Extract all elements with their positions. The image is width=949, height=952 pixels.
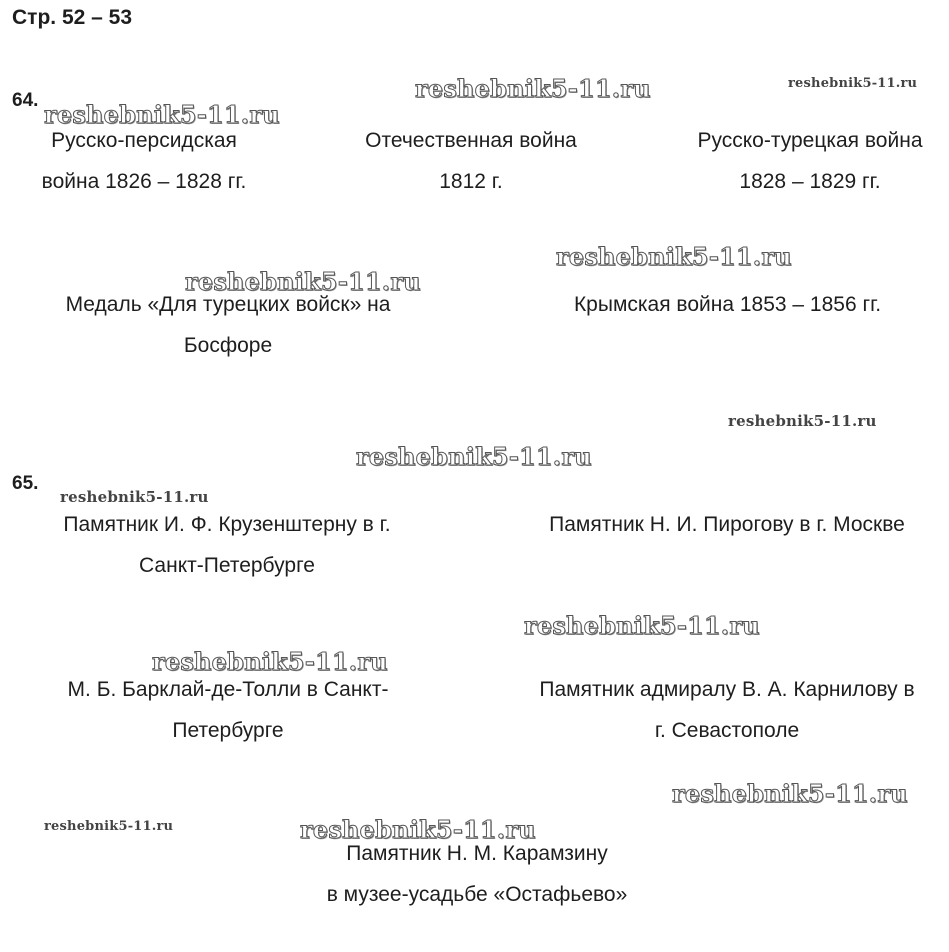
answer-line: Русско-турецкая война	[697, 129, 923, 152]
answer-line: 1828 – 1829 гг.	[739, 170, 881, 193]
answer-cell	[336, 120, 606, 202]
answer-cell	[506, 669, 948, 751]
answer-cell	[30, 504, 424, 586]
answer-line: 1812 г.	[439, 170, 503, 193]
answer-line: Памятник Н. И. Пирогову в г. Москве	[549, 513, 905, 536]
answer-line: Русско-персидская	[51, 129, 237, 152]
answer-line: в музее-усадьбе «Остафьево»	[326, 883, 628, 906]
answer-line: Памятник И. Ф. Крузенштерну в г.	[63, 513, 391, 536]
answer-line: Медаль «Для турецких войск» на	[65, 293, 391, 316]
watermark: reshebnik5-11.ru	[185, 267, 421, 296]
answer-cell	[514, 504, 940, 545]
answer-line: Памятник Н. М. Карамзину	[346, 842, 608, 865]
answer-cell	[676, 120, 944, 202]
task-number-65: 65.	[12, 473, 39, 494]
answer-line: Босфоре	[183, 334, 273, 357]
answer-line: М. Б. Барклай-де-Толли в Санкт-	[67, 678, 389, 701]
watermark: reshebnik5-11.ru	[672, 779, 908, 808]
watermark: reshebnik5-11.ru	[60, 488, 209, 506]
answer-cell	[30, 284, 426, 366]
watermark: reshebnik5-11.ru	[356, 442, 592, 471]
answer-line: война 1826 – 1828 гг.	[41, 170, 247, 193]
watermark: reshebnik5-11.ru	[556, 242, 792, 271]
answer-line: Отечественная война	[365, 129, 577, 152]
answer-line: Крымская война 1853 – 1856 гг.	[573, 293, 882, 316]
watermark: reshebnik5-11.ru	[300, 815, 536, 844]
watermark: reshebnik5-11.ru	[415, 74, 651, 103]
answer-line: Санкт-Петербурге	[139, 554, 315, 577]
answer-line: г. Севастополе	[654, 719, 800, 742]
answer-cell	[296, 833, 658, 915]
task-number-64: 64.	[12, 90, 39, 111]
answer-line: Памятник адмиралу В. А. Карнилову в	[539, 678, 915, 701]
watermark: reshebnik5-11.ru	[152, 647, 388, 676]
answer-line: Петербурге	[172, 719, 284, 742]
watermark: reshebnik5-11.ru	[788, 76, 918, 91]
watermark: reshebnik5-11.ru	[44, 819, 174, 834]
answer-cell	[14, 120, 274, 202]
watermark: reshebnik5-11.ru	[728, 412, 877, 430]
answer-cell	[540, 284, 915, 325]
page-title: Стр. 52 – 53	[12, 6, 133, 29]
answer-cell	[36, 669, 420, 751]
watermark: reshebnik5-11.ru	[524, 611, 760, 640]
watermark: reshebnik5-11.ru	[44, 100, 280, 129]
